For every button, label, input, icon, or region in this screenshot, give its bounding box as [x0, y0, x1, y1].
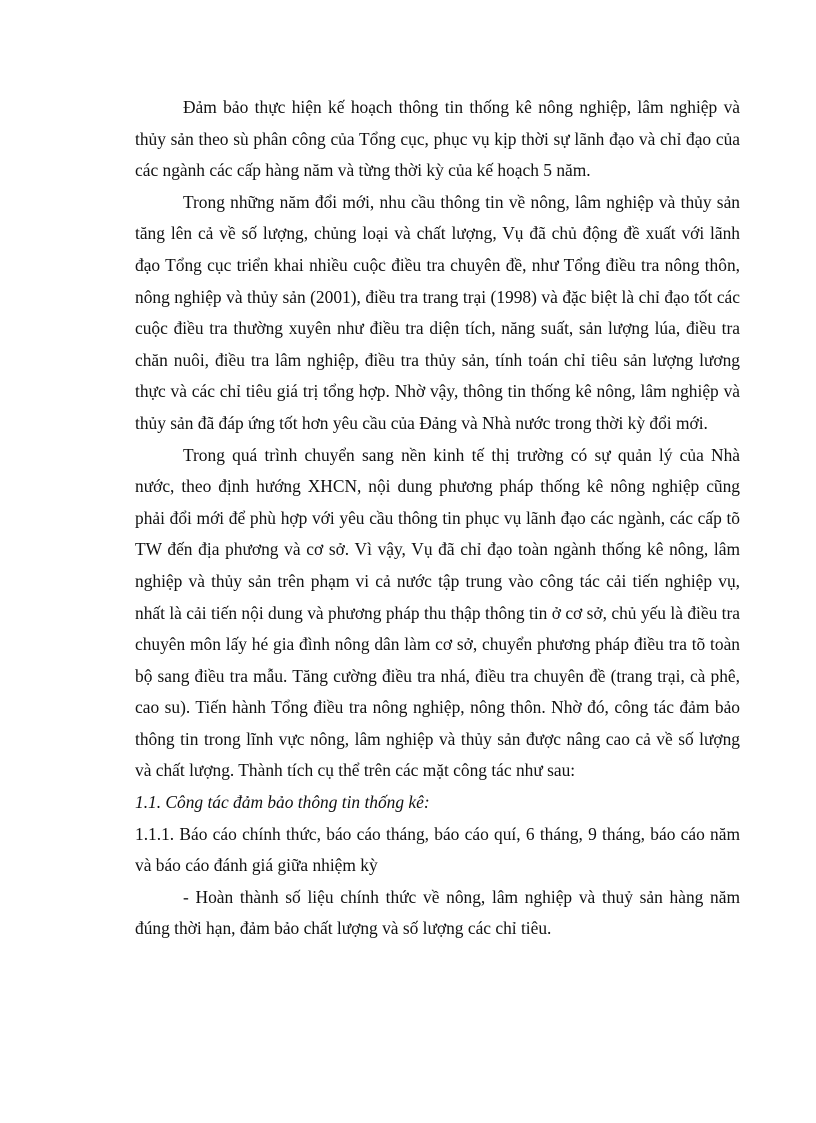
- subsection-heading: 1.1.1. Báo cáo chính thức, báo cáo tháng, báo cáo quí, 6 tháng, 9 tháng, báo cáo năm và báo cáo đánh giá giữa nhiệm kỳ: [135, 823, 740, 876]
- paragraph-3: Trong quá trình chuyển sang nền kinh tế thị trường có sự quản lý của Nhà nước, theo định hướng XHCN, nội dung phương pháp thống kê nông nghiệp cũng phải đổi mới để phù hợp với yêu cầu thông tin phục vụ lãnh đạo các ngành, các cấp tõ TW đến địa phương và cơ sở. Vì vậy, Vụ đã chỉ đạo toàn ngành thống kê nông, lâm nghiệp và thủy sản trên phạm vi cả nước tập trung vào công tác cải tiến nghiệp vụ, nhất là cải tiến nội dung và phương pháp thu thập thông tin ở cơ sở, chủ yếu là điều tra chuyên môn lấy hé gia đình nông dân làm cơ sở, chuyển phương pháp điều tra tõ toàn bộ sang điều tra mẫu. Tăng cường điều tra nhá, điều tra chuyên đề (trang trại, cà phê, cao su). Tiến hành Tổng điều tra nông nghiệp, nông thôn. Nhờ đó, công tác đảm bảo thông tin trong lĩnh vực nông, lâm nghiệp và thủy sản được nâng cao cả về số lượng và chất lượng. Thành tích cụ thể trên các mặt công tác như sau:: [135, 444, 740, 781]
- paragraph-2: Trong những năm đổi mới, nhu cầu thông tin về nông, lâm nghiệp và thủy sản tăng lên cả về số lượng, chủng loại và chất lượng, Vụ đã chủ động đề xuất với lãnh đạo Tổng cục triển khai nhiều cuộc điều tra chuyên đề, như Tổng điều tra nông thôn, nông nghiệp và thủy sản (2001), điều tra trang trại (1998) và đặc biệt là chỉ đạo tốt các cuộc điều tra thường xuyên như điều tra diện tích, năng suất, sản lượng lúa, điều tra chăn nuôi, điều tra lâm nghiệp, điều tra thủy sản, tính toán chỉ tiêu sản lượng lương thực và các chỉ tiêu giá trị tổng hợp. Nhờ vậy, thông tin thống kê nông, lâm nghiệp và thủy sản đã đáp ứng tốt hơn yêu cầu của Đảng và Nhà nước trong thời kỳ đổi mới.: [135, 191, 740, 433]
- document-body: [135, 92, 740, 945]
- section-heading: 1.1. Công tác đảm bảo thông tin thống kê:: [135, 792, 430, 813]
- paragraph-1: Đảm bảo thực hiện kế hoạch thông tin thống kê nông nghiệp, lâm nghiệp và thủy sản theo sù phân công của Tổng cục, phục vụ kịp thời sự lãnh đạo và chỉ đạo của các ngành các cấp hàng năm và từng thời kỳ của kế hoạch 5 năm.: [135, 97, 740, 181]
- bullet-paragraph: - Hoàn thành số liệu chính thức về nông, lâm nghiệp và thuỷ sản hàng năm đúng thời hạn, đảm bảo chất lượng và số lượng các chỉ tiêu.: [135, 886, 740, 939]
